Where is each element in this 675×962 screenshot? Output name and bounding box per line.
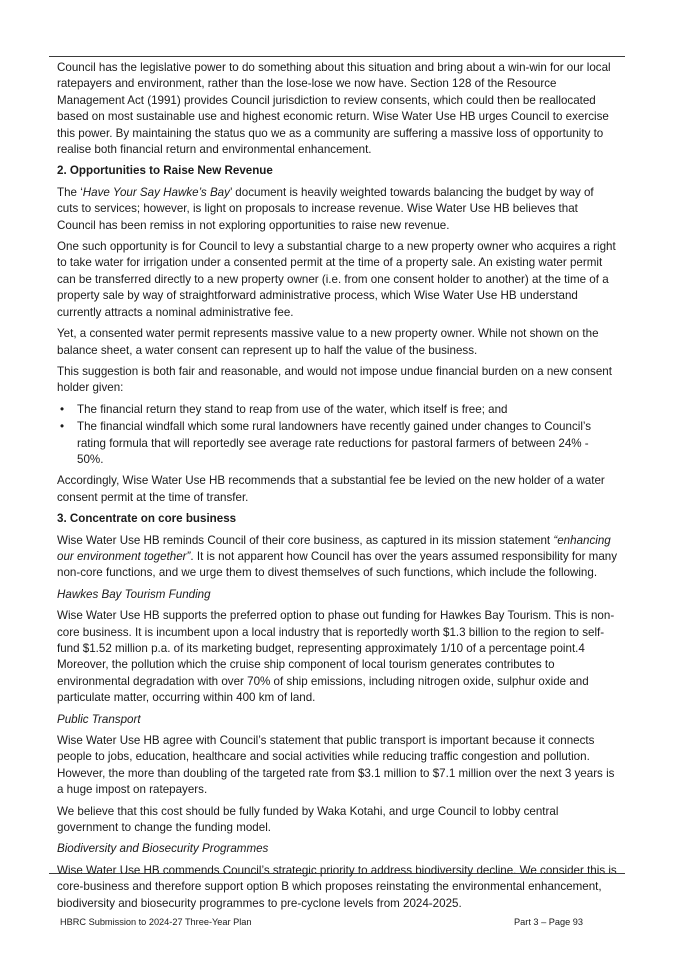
paragraph-2-post: ’ document is heavily weighted towards balancing the budget by way of cuts to services; however, is light on proposals to increase revenue. Wise Water Use HB believes that Council has been remiss in not exploring opportunities to raise new revenue.: [57, 185, 594, 232]
list-item-text: The financial return they stand to reap from use of the water, which itself is free; and: [77, 402, 508, 416]
paragraph-11: Wise Water Use HB commends Council’s strategic priority to address biodiversity decline. We consider this is core-business and therefore support option B which proposes reinstating the environmental enhancement, biodiversity and biosecurity programmes to pre-cyclone levels from 2024-2025.: [57, 863, 617, 910]
paragraph-7: [57, 533, 617, 582]
page-footer: [60, 917, 583, 927]
mission-statement-emphasis: “enhancing our environment together”: [57, 533, 611, 563]
subheading-tourism: Hawkes Bay Tourism Funding: [57, 587, 211, 601]
footer-document-title: HBRC Submission to 2024-27 Three-Year Plan: [60, 917, 252, 927]
paragraph-2: [57, 185, 617, 234]
subheading-biodiversity: Biodiversity and Biosecurity Programmes: [57, 842, 269, 856]
paragraph-9: Wise Water Use HB agree with Council’s statement that public transport is important because it connects people to jobs, education, healthcare and social activities while reducing traffic congestion and pollution. However, the more than doubling of the targeted rate from $3.1 million to $7.1 million over the next 3 years is a huge impost on ratepayers.: [57, 734, 615, 797]
top-rule: [49, 56, 625, 57]
list-item-text: The financial windfall which some rural landowners have recently gained under changes to Council’s rating formula that will reportedly see average rate reductions for pastoral farmers of between 24% - 50%.: [77, 420, 592, 466]
paragraph-7-pre: Wise Water Use HB reminds Council of their core business, as captured in its mission statement: [57, 533, 554, 547]
paragraph-6: Accordingly, Wise Water Use HB recommends that a substantial fee be levied on the new holder of a water consent permit at the time of transfer.: [57, 474, 605, 504]
paragraph-4: Yet, a consented water permit represents massive value to a new property owner. While not shown on the balance sheet, a water consent can represent up to half the value of the business.: [57, 327, 599, 357]
paragraph-2-pre: The ‘: [57, 185, 83, 199]
paragraph-3: One such opportunity is for Council to levy a substantial charge to a new property owner who acquires a right to take water for irrigation under a consented permit at the time of a property sale. An existing water permit can be transferred directly to a new property owner (i.e. from one consent holder to another) at the time of a property sale by way of straightforward administrative process, which Wise Water Use HB understand currently attracts a nominal administrative fee.: [57, 240, 616, 319]
list-item: [57, 402, 617, 418]
bullet-icon: •: [60, 420, 65, 434]
list-item: [57, 419, 617, 468]
paragraph-7-post: . It is not apparent how Council has over the years assumed responsibility for many non-core functions, and we urge them to divest themselves of such functions, which include the following.: [57, 549, 618, 580]
body-text: [57, 60, 617, 917]
heading-core-business: 3. Concentrate on core business: [57, 512, 237, 526]
paragraph-1: Council has the legislative power to do something about this situation and bring about a win-win for our local ratepayers and environment, rather than the lose-lose we now have. Section 128 of the Resource Management Act (1991) provides Council jurisdiction to review consents, which could then be reallocated based on most sustainable use and highest economic return. Wise Water Use HB urges Council to exercise this power. By maintaining the status quo we as a community are suffering a massive loss of opportunity to realise both financial return and environmental enhancement.: [57, 61, 611, 157]
bottom-rule: [49, 873, 625, 874]
heading-revenue: 2. Opportunities to Raise New Revenue: [57, 164, 273, 178]
subheading-transport: Public Transport: [57, 712, 141, 726]
paragraph-5: This suggestion is both fair and reasonable, and would not impose undue financial burden on a new consent holder given:: [57, 364, 612, 395]
document-title-emphasis: Have Your Say Hawke’s Bay: [82, 185, 230, 199]
bullet-icon: •: [60, 402, 65, 416]
footer-page-number: Part 3 – Page 93: [514, 917, 583, 927]
paragraph-8: Wise Water Use HB supports the preferred option to phase out funding for Hawkes Bay Tourism. This is non-core business. It is incumbent upon a local industry that is reportedly worth $1.3 billion to the region to self-fund $1.52 million p.a. of its marketing budget, representing approximately 1/10 of a percentage point.4 Moreover, the pollution which the cruise ship component of local tourism generates contributes to environmental degradation with over 70% of ship emissions, including nitrogen oxide, sulphur oxide and particulate matter, occurring within 400 km of land.: [57, 609, 615, 705]
paragraph-10: We believe that this cost should be fully funded by Waka Kotahi, and urge Council to lobby central government to change the funding model.: [57, 804, 559, 835]
bullet-list: [57, 402, 617, 469]
